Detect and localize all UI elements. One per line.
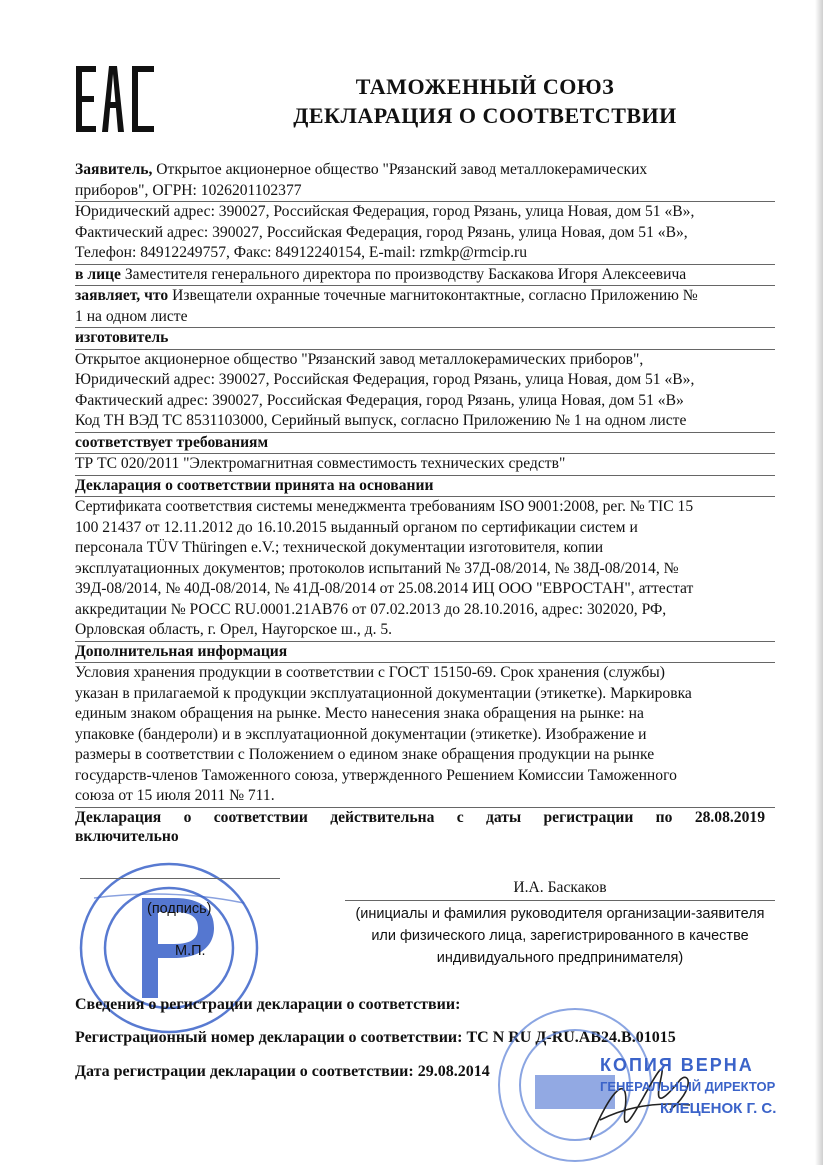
manufacturer-line: Код ТН ВЭД ТС 8531103000, Серийный выпуск, согласно Приложению № 1 на одном листе [75,412,687,429]
declaration-body [75,160,775,846]
manufacturer-line: Юридический адрес: 390027, Российская Федерация, город Рязань, улица Новая, дом 51 «В», [75,371,695,388]
contacts: Телефон: 84912249757, Факс: 84912240154, E-mail: rzmkp@rmcip.ru [75,244,528,261]
conforms-label: соответствует требованиям [75,433,775,455]
eac-logo [76,66,158,132]
caption-line: (инициалы и фамилия руководителя организации-заявителя [355,906,765,922]
signature-caption: (подпись) [147,901,212,917]
basis-line: аккредитации № РОСС RU.0001.21АВ76 от 07.02.2013 до 28.10.2016, адрес: 302020, РФ, [75,600,667,618]
basis-section [75,497,775,642]
manufacturer-line: Фактический адрес: 390027, Российская Федерация, город Рязань, улица Новая, дом 51 «В» [75,391,684,409]
signature-line [80,878,280,879]
representative-label: в лице [75,265,121,283]
additional-section [75,663,775,808]
conforms-text: ТР ТС 020/2011 "Электромагнитная совместимость технических средств" [75,454,775,476]
registration-date-value: 29.08.2014 [417,1063,490,1080]
declares-label: заявляет, [75,287,141,304]
registration-number-label: Регистрационный номер декларации о соответствии: [75,1029,467,1046]
basis-line: эксплуатационных документов; протоколов испытаний № 37Д-08/2014, № 38Д-08/2014, № [75,559,679,577]
copy-stamp-line: КЛЕЦЕНОК Г. С. [660,1100,777,1117]
registration-date-label: Дата регистрации декларации о соответствии: [75,1063,418,1080]
registration-heading: Сведения о регистрации декларации о соответствии: [75,996,461,1013]
declares-section [75,286,775,328]
applicant-section [75,160,775,202]
doc-title: ДЕКЛАРАЦИЯ О СООТВЕТСТВИИ [293,103,677,128]
manufacturer-line: Открытое акционерное общество "Рязанский завод металлокерамических приборов", [75,350,644,368]
applicant-name: Открытое акционерное общество "Рязанский завод металлокерамических [152,161,648,178]
product-text-2: 1 на одном листе [75,307,188,325]
copy-stamp-line: ГЕНЕРАЛЬНЫЙ ДИРЕКТОР [600,1079,776,1094]
representative-section [75,265,775,287]
registration-number-value: ТС N RU Д-RU.АВ24.В.01015 [466,1029,676,1046]
manufacturer-label: изготовитель [75,328,775,350]
basis-line: Сертификата соответствия системы менеджмента требованиям ISO 9001:2008, рег. № TIC 15 [75,498,694,515]
additional-line: указан в прилагаемой к продукции эксплуатационной документации (этикетке). Маркировка [75,684,692,702]
additional-line: союза от 15 июля 2011 № 711. [75,787,275,804]
basis-line: персонала TÜV Thüringen e.V.; технической документации изготовителя, копии [75,539,604,556]
additional-line: Условия хранения продукции в соответствии с ГОСТ 15150-69. Срок хранения (службы) [75,664,665,681]
seal-caption: М.П. [175,943,206,959]
caption-line: или физического лица, зарегистрированного в качестве [371,928,749,944]
signatory-caption [345,903,775,969]
applicant-label: Заявитель, [75,161,153,178]
basis-line: 100 21437 от 12.11.2012 до 16.10.2015 выданный органом по сертификации систем и [75,518,638,536]
product-text: Извещатели охранные точечные магнитоконтактные, согласно Приложению № [168,287,698,304]
additional-line: размеры в соответствии с Положением о едином знаке обращения продукции на рынке [75,746,655,763]
signatory-name: И.А. Баскаков [345,876,775,901]
copy-certified-stamp [600,1054,776,1120]
validity-section [75,808,765,846]
applicant-address-section [75,202,775,265]
legal-address: Юридический адрес: 390027, Российская Федерация, город Рязань, улица Новая, дом 51 «В», [75,203,695,220]
basis-label: Декларация о соответствии принята на основании [75,476,775,498]
doc-title-union: ТАМОЖЕННЫЙ СОЮЗ [355,74,615,99]
basis-line: Орловская область, г. Орел, Наугорское ш., д. 5. [75,621,393,638]
additional-line: единым знаком обращения на рынке. Место нанесения знака обращения на рынке: на [75,705,644,722]
registration-date [75,1062,490,1082]
page-edge [815,0,823,1165]
additional-line: упаковке (бандероли) и в эксплуатационной документации (этикетке). Изображение и [75,725,647,743]
additional-label: Дополнительная информация [75,642,775,664]
applicant-ogrn: приборов", ОГРН: 1026201102377 [75,181,302,199]
declares-label-that: что [140,287,169,304]
basis-line: 39Д-08/2014, № 40Д-08/2014, № 41Д-08/2014 от 25.08.2014 ИЦ ООО "ЕВРОСТАН", аттестат [75,580,694,597]
validity-text: Декларация о соответствии действительна с даты регистрации по 28.08.2019 [75,808,765,826]
actual-address: Фактический адрес: 390027, Российская Федерация, город Рязань, улица Новая, дом 51 «В», [75,223,688,241]
additional-line: государств-членов Таможенного союза, утвержденного Решением Комиссии Таможенного [75,766,677,784]
validity-text-2: включительно [75,827,179,845]
caption-line: индивидуального предпринимателя) [436,950,684,966]
representative-text: Заместителя генерального директора по производству Баскакова Игоря Алексеевича [120,265,687,283]
manufacturer-section [75,350,775,433]
copy-stamp-line: КОПИЯ ВЕРНА [600,1055,754,1075]
